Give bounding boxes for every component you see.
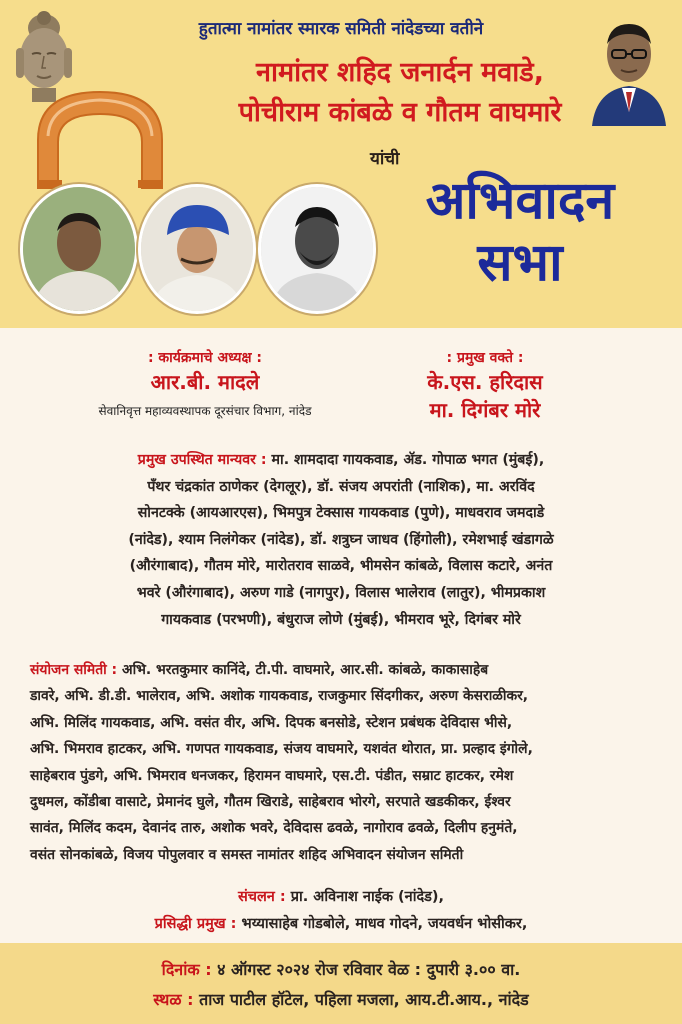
- committee-line: अभि. मिलिंद गायकवाड, अभि. वसंत वीर, अभि. दिपक बनसोडे, स्टेशन प्रबंधक देविदास भीसे,: [30, 714, 513, 731]
- guests-line: गायकवाड (परभणी), बंधुराज लोणे (मुंबई), भीमराव भूरे, दिगंबर मोरे: [161, 611, 521, 628]
- date-line: [0, 958, 682, 980]
- speaker-name-1: के.एस. हरिदास: [427, 370, 543, 394]
- event-title-line-2: सभा: [477, 233, 563, 293]
- date-label: दिनांक :: [161, 960, 212, 979]
- committee-section: [30, 657, 652, 868]
- footer-banner: [0, 943, 682, 1024]
- speakers-label: : प्रमुख वक्ते :: [446, 350, 524, 366]
- committee-line: डावरे, अभि. डी.डी. भालेराव, अभि. अशोक गायकवाड, राजकुमार सिंदगीकर, अरुण केसराळीकर,: [30, 688, 529, 705]
- publicity-value: भय्यासाहेब गोडबोले, माधव गोदने, जयवर्धन भोसीकर,: [241, 916, 528, 932]
- martyrs-names-line-2: पोचीराम कांबळे व गौतम वाघमारे: [238, 97, 562, 128]
- committee-line: दुधमल, कोंडीबा वासाटे, प्रेमानंद घुले, गौतम खिराडे, साहेबराव भोरगे, सरपाते खडकीकर, ईश्वर: [30, 794, 511, 811]
- anchor-label: संचलन :: [237, 889, 286, 905]
- committee-line: अभि. भरतकुमार कानिंदे, टी.पी. वाघमारे, आर.सी. कांबळे, काकासाहेब: [121, 662, 489, 678]
- date-value: ४ ऑगस्ट २०२४ रोज रविवार वेळ : दुपारी ३.०० वा.: [217, 960, 521, 979]
- martyrs-names-line-1: नामांतर शहिद जनार्दन मवाडे,: [256, 57, 544, 88]
- martyr-photo-2: [138, 184, 256, 314]
- yanchi-text: यांची: [370, 149, 400, 169]
- speaker-name-2: मा. दिगंबर मोरे: [429, 398, 541, 422]
- venue-label: स्थळ :: [153, 990, 194, 1009]
- president-name: आर.बी. मादले: [150, 370, 260, 394]
- guests-line: पँथर चंद्रकांत ठाणेकर (देगलूर), डॉ. संजय अपरांती (नाशिक), मा. अरविंद: [147, 478, 535, 495]
- guests-label: प्रमुख उपस्थित मान्यवर :: [137, 452, 267, 468]
- anchor-value: प्रा. अविनाश नाईक (नांदेड),: [290, 889, 445, 905]
- publicity-line: [0, 913, 682, 933]
- venue-value: ताज पाटील हॉटेल, पहिला मजला, आय.टी.आय., नांदेड: [199, 990, 529, 1009]
- portrait-bearded-man-icon: [261, 187, 373, 311]
- publicity-label: प्रसिद्धी प्रमुख :: [154, 916, 237, 932]
- president-designation: सेवानिवृत्त महाव्यवस्थापक दूरसंचार विभाग, नांदेड: [98, 404, 312, 418]
- guests-line: (औरंगाबाद), गौतम मोरे, मारोतराव साळवे, भीमसेन कांबळे, विलास कटारे, अनंत: [129, 558, 553, 575]
- guests-line: (नांदेड), श्याम निलंगेकर (नांदेड), डॉ. शत्रुघ्न जाधव (हिंगोली), रमेशभाई खंडागळे: [128, 531, 554, 548]
- committee-line: साहेबराव पुंडगे, अभि. भिमराव धनजकर, हिरामन वाघमारे, एस.टी. पंडीत, सम्राट हाटकर, रमेश: [30, 767, 514, 784]
- anchor-line: [0, 886, 682, 906]
- committee-line: अभि. भिमराव हाटकर, अभि. गणपत गायकवाड, संजय वाघमारे, यशवंत थोरात, प्रा. प्रल्हाद इंगोले,: [30, 741, 533, 758]
- university-arch-icon: [30, 80, 170, 190]
- committee-label: संयोजन समिती :: [30, 662, 118, 678]
- martyr-photo-1: [20, 184, 138, 314]
- guests-line: सोनटक्के (आयआरएस), भिमपुत्र टेक्सास गायकवाड (पुणे), माधवराव जमदाडे: [137, 505, 545, 522]
- guests-section: [30, 447, 652, 633]
- guests-line: मा. शामदादा गायकवाड, ॲड. गोपाळ भगत (मुंबई),: [271, 452, 545, 468]
- event-title-line-1: अभिवादन: [425, 171, 615, 231]
- martyr-photo-3: [258, 184, 376, 314]
- president-label: : कार्यक्रमाचे अध्यक्ष :: [147, 350, 263, 366]
- committee-line: सावंत, मिलिंद कदम, देवानंद तारु, अशोक भवरे, देविदास ढवळे, नागोराव ढवळे, दिलीप हनुमंते,: [30, 820, 518, 837]
- committee-line: वसंत सोनकांबळे, विजय पोपुलवार व समस्त नामांतर शहिद अभिवादन संयोजन समिती: [30, 846, 464, 863]
- guests-line: भवरे (औरंगाबाद), अरुण गाडे (नागपुर), विलास भालेराव (लातुर), भीमप्रकाश: [136, 584, 546, 601]
- venue-line: [0, 988, 682, 1010]
- portrait-man-icon: [23, 187, 135, 311]
- organizer-line: हुतात्मा नामांतर स्मारक समिती नांदेडच्या वतीने: [198, 19, 484, 39]
- portrait-turban-man-icon: [141, 187, 253, 311]
